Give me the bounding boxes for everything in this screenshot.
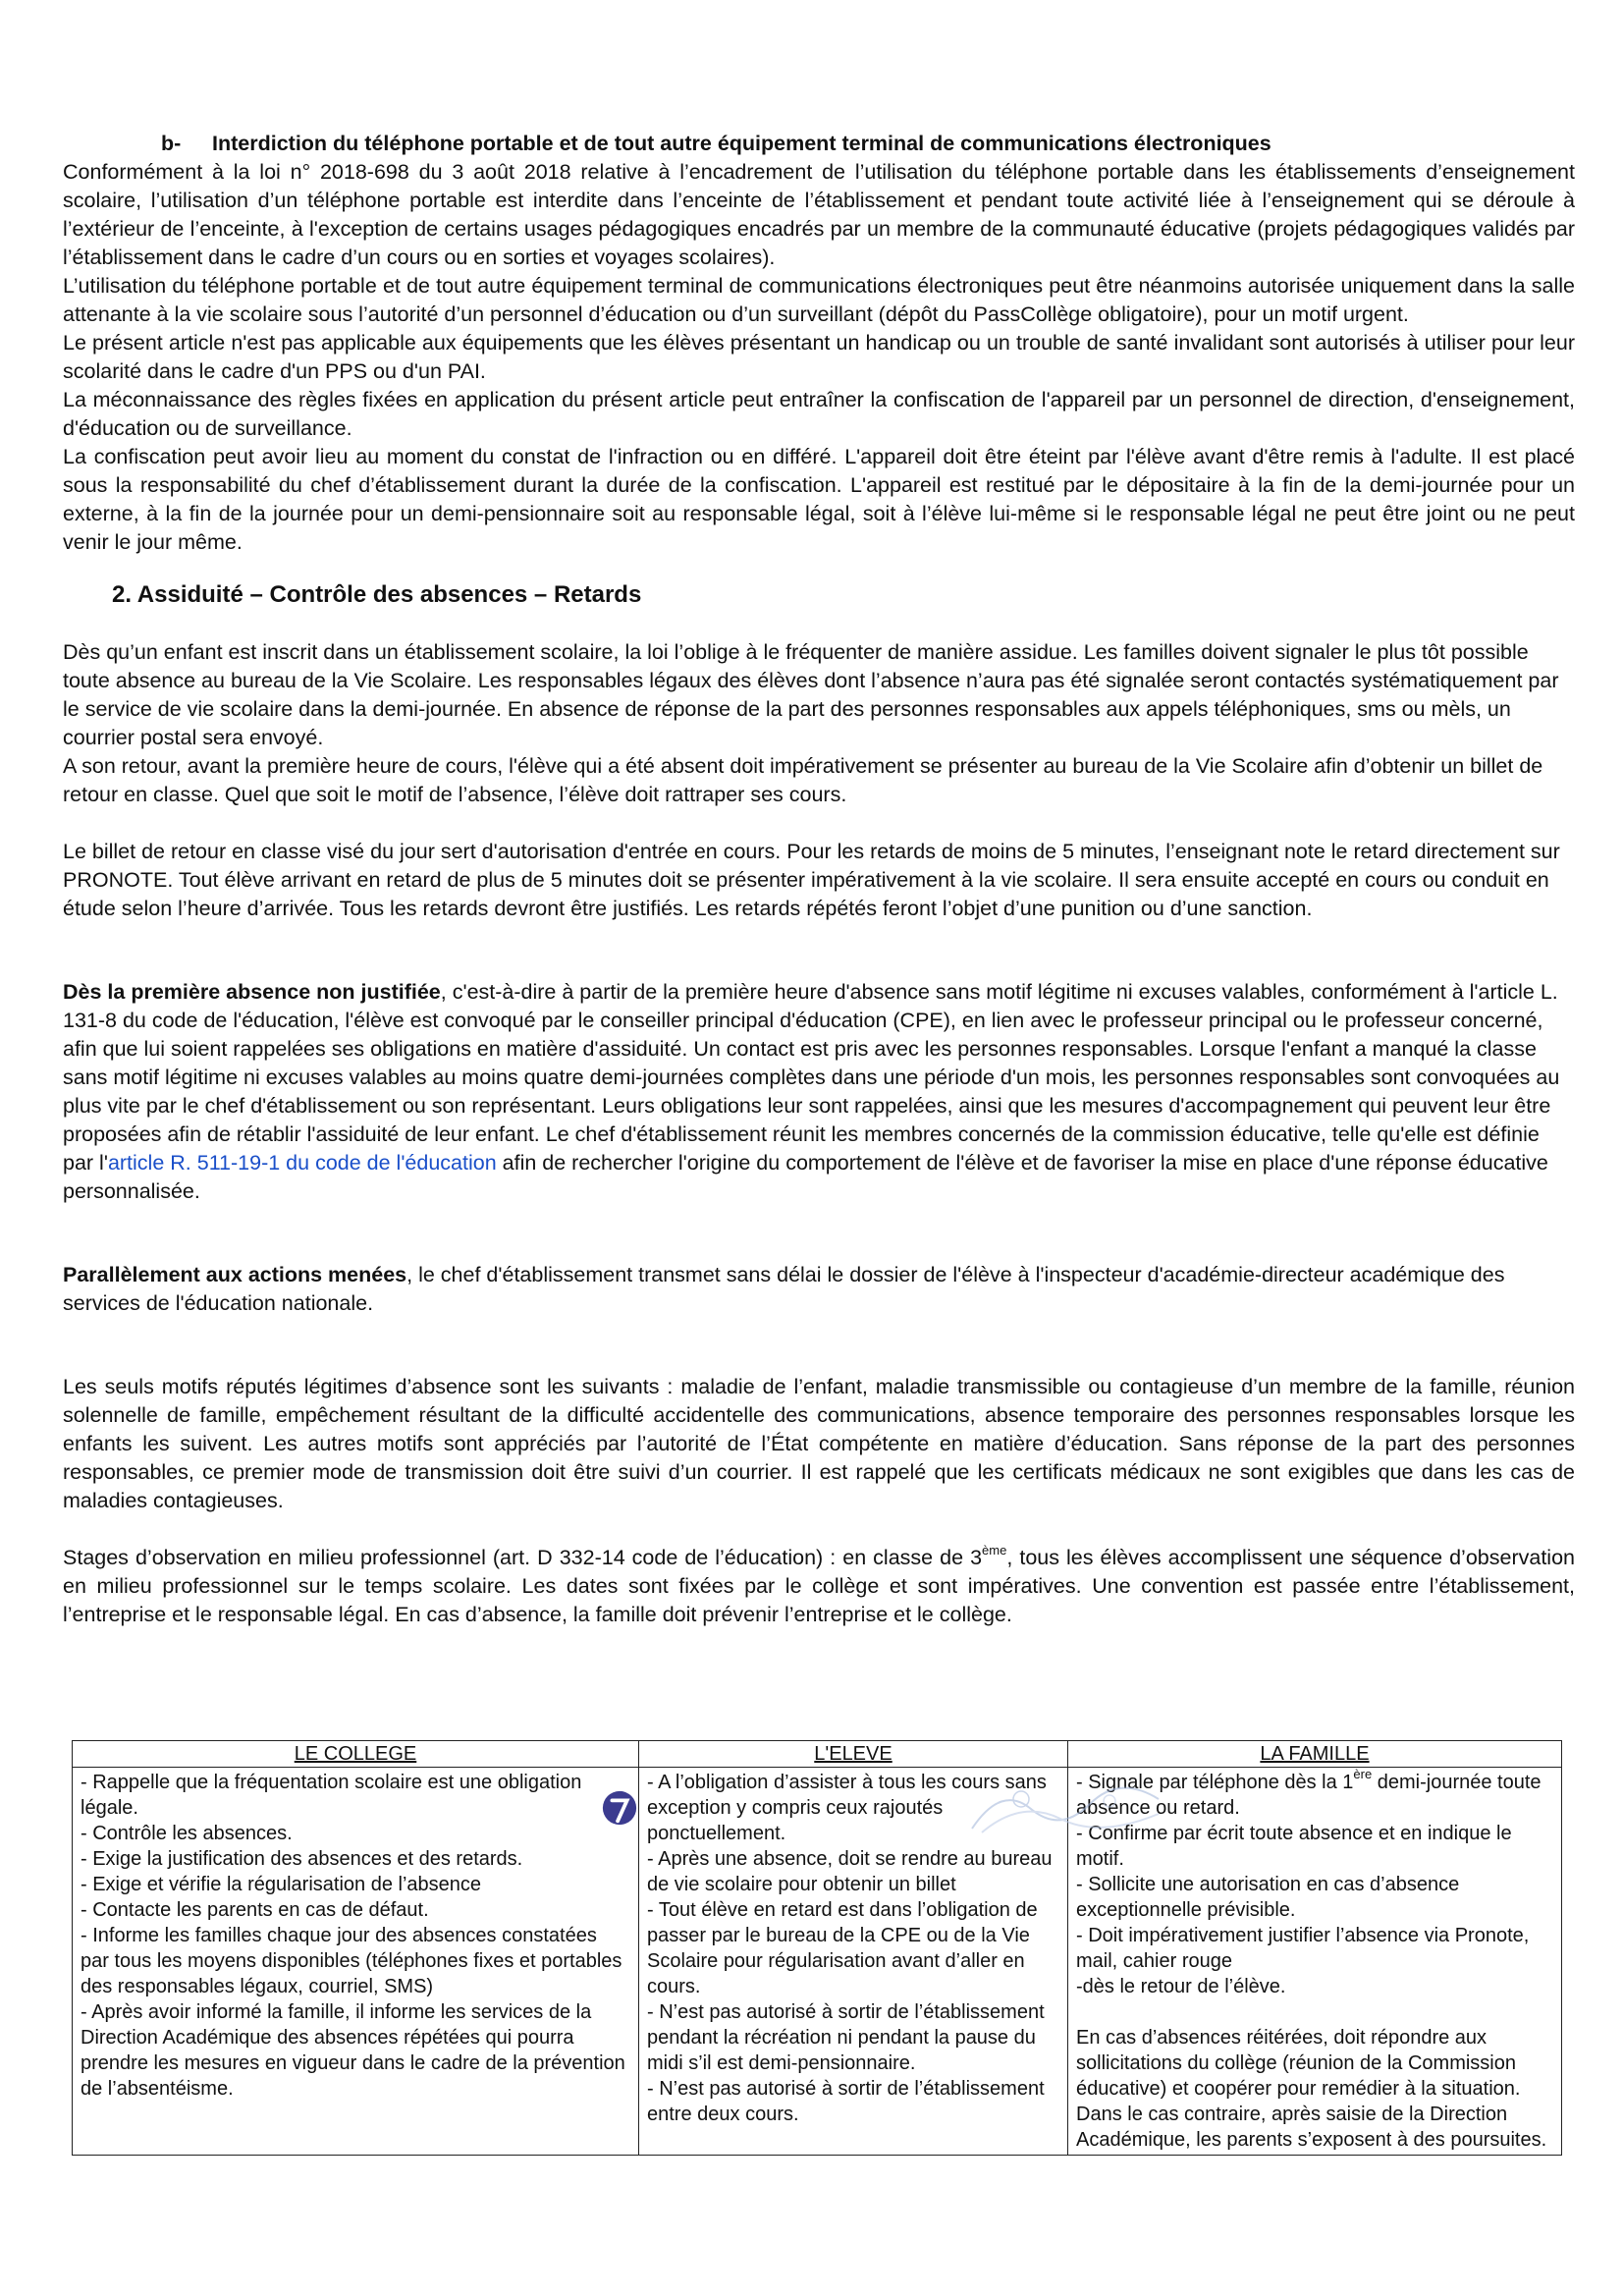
section-b-paragraph: La confiscation peut avoir lieu au moment du constat de l'infraction ou en différé. L'appareil doit être éteint par l'élève avant d'être remis à l'adulte. Il est placé sous la responsabilité du chef d’établissement durant la durée de la confiscation. L'appareil est restitué par le dépositaire à la fin de la demi-journée pour un externe, à la fin de la journée pour un demi-pensionnaire soit au responsable légal, soit à l’élève lui-même si le responsable légal ne peut être joint ou ne peut venir le jour même. xyxy=(63,445,1575,554)
stages-text-b: , tous les élèves accomplissent une séquence d’observation en milieu professionnel sur le temps scolaire. Les dates sont fixées par le collège et sont impératives. Une convention est passée entre l’établissement, l’entreprise et le responsable légal. En cas d’absence, la famille doit prévenir l’entreprise et le collège. xyxy=(63,1546,1575,1626)
list-item: - N’est pas autorisé à sortir de l’établissement pendant la récréation ni pendant la pause du midi s’il est demi-pensionnaire. xyxy=(647,2001,1045,2074)
header-famille: LA FAMILLE xyxy=(1068,1741,1562,1768)
paralleles-text: , le chef d'établissement transmet sans délai le dossier de l'élève à l'inspecteur d'académie-directeur académique des services de l'éducation nationale. xyxy=(63,1263,1505,1315)
premiere-absence-text: , c'est-à-dire à partir de la première heure d'absence sans motif légitime ni excuses valables, conformément à l'article L. 131-8 du code de l'éducation, l'élève est convoqué par le conseiller principal d'éducation (CPE), en lien avec le professeur principal ou le professeur concerné, afin que lui soient rappelées ses obligations en matière d'assiduité. Un contact est pris avec les personnes responsables. Lorsque l'enfant a manqué la classe sans motif légitime ni excuses valables au moins quatre demi-journées complètes dans une période d'un mois, les personnes responsables sont convoquées au plus vite par le chef d'établissement ou son représentant. Leurs obligations leur sont rappelées, ainsi que les mesures d'accompagnement qui peuvent leur être proposées afin de rétablir l'assiduité de leur enfant. Le chef d'établissement réunit les membres concernés de la commission éducative, telle qu'elle est définie par l' xyxy=(63,980,1560,1175)
cell-college xyxy=(73,1768,639,2156)
list-item: - Confirme par écrit toute absence et en indique le motif. xyxy=(1076,1823,1512,1870)
stages-paragraph xyxy=(63,1544,1575,1629)
list-item: -dès le retour de l’élève. xyxy=(1076,1976,1286,1997)
header-college: LE COLLEGE xyxy=(73,1741,639,1768)
list-item: - N’est pas autorisé à sortir de l’établissement entre deux cours. xyxy=(647,2078,1045,2125)
list-item: - Informe les familles chaque jour des absences constatées par tous les moyens disponibles (téléphones fixes et portables des responsables légaux, courriel, SMS) xyxy=(81,1925,622,1997)
section-b-paragraph: L’utilisation du téléphone portable et de tout autre équipement terminal de communications électroniques peut être néanmoins autorisée uniquement dans la salle attenante à la vie scolaire sous l’autorité d’un personnel d’éducation ou d’un surveillant (dépôt du PassCollège obligatoire), pour un motif urgent. xyxy=(63,274,1575,326)
retards-paragraph: Le billet de retour en classe visé du jour sert d'autorisation d'entrée en cours. Pour les retards de moins de 5 minutes, l’enseignant note le retard directement sur PRONOTE. Tout élève arrivant en retard de plus de 5 minutes doit se présenter impérativement à la vie scolaire. Il sera ensuite accepté en cours ou conduit en étude selon l’heure d’arrivée. Tous les retards devront être justifiés. Les retards répétés feront l’objet d’une punition ou d’une sanction. xyxy=(63,840,1560,920)
list-item: - A l’obligation d’assister à tous les cours sans exception y compris ceux rajoutés ponctuellement. xyxy=(647,1772,1047,1844)
list-item: - Après une absence, doit se rendre au bureau de vie scolaire pour obtenir un billet xyxy=(647,1848,1053,1895)
list-item: - Rappelle que la fréquentation scolaire est une obligation légale. xyxy=(81,1772,582,1819)
list-item: En cas d’absences réitérées, doit répondre aux sollicitations du collège (réunion de la Commission éducative) et coopérer pour remédier à la situation. Dans le cas contraire, après saisie de la Direction Académique, les parents s’exposent à des poursuites. xyxy=(1076,2027,1547,2151)
section-b-heading xyxy=(63,130,1575,158)
premiere-absence-bold: Dès la première absence non justifiée xyxy=(63,980,441,1004)
paralleles-bold: Parallèlement aux actions menées xyxy=(63,1263,407,1286)
table-header-row xyxy=(73,1741,1562,1768)
table-row xyxy=(73,1768,1562,2156)
list-item: - Contacte les parents en cas de défaut. xyxy=(81,1899,429,1921)
seven-badge-icon xyxy=(601,1789,638,1827)
famille-first-b: demi-journée toute absence ou retard. xyxy=(1076,1772,1542,1819)
responsibilities-table xyxy=(72,1740,1562,2156)
page-content xyxy=(63,130,1575,1629)
assiduite-paragraph: Dès qu’un enfant est inscrit dans un établissement scolaire, la loi l’oblige à le fréquenter de manière assidue. Les familles doivent signaler le plus tôt possible toute absence au bureau de la Vie Scolaire. Les responsables légaux des élèves dont l’absence n’aura pas été signalée seront contactés systématiquement par le service de vie scolaire dans la demi-journée. En absence de réponse de la part des personnes responsables aux appels téléphoniques, sms ou mèls, un courrier postal sera envoyé. xyxy=(63,640,1559,749)
article-link[interactable]: article R. 511-19-1 du code de l'éducation xyxy=(107,1151,497,1175)
section-2-heading: 2. Assiduité – Contrôle des absences – Retards xyxy=(112,581,642,608)
premiere-absence-paragraph xyxy=(63,978,1575,1206)
list-item: - Doit impérativement justifier l’absence via Pronote, mail, cahier rouge xyxy=(1076,1925,1530,1972)
list-item: - Après avoir informé la famille, il informe les services de la Direction Académique des absences répétées qui pourra prendre les mesures en vigueur dans le cadre de la prévention de l’absentéisme. xyxy=(81,2001,625,2100)
header-eleve: L'ELEVE xyxy=(639,1741,1068,1768)
stages-text-a: Stages d’observation en milieu professionnel (art. D 332-14 code de l’éducation) : en classe de 3 xyxy=(63,1546,983,1569)
stages-sup: ème xyxy=(982,1542,1007,1558)
list-item: - Contrôle les absences. xyxy=(81,1823,293,1844)
list-item: - Exige et vérifie la régularisation de l’absence xyxy=(81,1874,481,1895)
list-item: - Sollicite une autorisation en cas d’absence exceptionnelle prévisible. xyxy=(1076,1874,1460,1921)
list-item: - Tout élève en retard est dans l’obligation de passer par le bureau de la CPE ou de la Vie Scolaire pour régularisation avant d’aller en cours. xyxy=(647,1899,1038,1997)
premiere-absence-end: afin de rechercher l'origine du comportement de l'élève et de favoriser la mise en place d'une réponse éducative personnalisée. xyxy=(63,1151,1548,1203)
famille-first-a: - Signale par téléphone dès la 1 xyxy=(1076,1772,1354,1793)
section-b-title: Interdiction du téléphone portable et de tout autre équipement terminal de communications électroniques xyxy=(212,132,1271,155)
retour-paragraph: A son retour, avant la première heure de cours, l'élève qui a été absent doit impérativement se présenter au bureau de la Vie Scolaire afin d’obtenir un billet de retour en classe. Quel que soit le motif de l’absence, l’élève doit rattraper ses cours. xyxy=(63,754,1543,806)
section-b-paragraph: La méconnaissance des règles fixées en application du présent article peut entraîner la confiscation de l'appareil par un personnel de direction, d'enseignement, d'éducation ou de surveillance. xyxy=(63,388,1575,440)
recycled-paper-watermark xyxy=(962,1779,1188,1838)
famille-first-sup: ère xyxy=(1353,1767,1373,1782)
section-b-paragraph: Conformément à la loi n° 2018-698 du 3 août 2018 relative à l’encadrement de l’utilisation du téléphone portable dans les établissements d’enseignement scolaire, l’utilisation d’un téléphone portable est interdite dans l’enceinte de l’établissement et pendant toute activité liée à l’enseignement qui se déroule à l’extérieur de l’enceinte, à l'exception de certains usages pédagogiques encadrés par un membre de la communauté éducative (projets pédagogiques validés par l’établissement dans le cadre d’un cours ou en sorties et voyages scolaires). xyxy=(63,160,1575,269)
section-b-paragraph: Le présent article n'est pas applicable aux équipements que les élèves présentant un handicap ou un trouble de santé invalidant sont autorisés à utiliser pour leur scolarité dans le cadre d'un PPS ou d'un PAI. xyxy=(63,331,1575,383)
paralleles-paragraph xyxy=(63,1261,1575,1318)
list-item: - Exige la justification des absences et des retards. xyxy=(81,1848,523,1870)
motifs-paragraph: Les seuls motifs réputés légitimes d’absence sont les suivants : maladie de l’enfant, maladie transmissible ou contagieuse d’un membre de la famille, réunion solennelle de famille, empêchement résultant de la difficulté accidentelle des communications, absence temporaire des personnes responsables lorsque les enfants les suivent. Les autres motifs sont appréciés par l’autorité de l’État compétente en matière d’éducation. Sans réponse de la part des personnes responsables, ce premier mode de transmission doit être suivi d’un courrier. Il est rappelé que les certificats médicaux ne sont exigibles que dans les cas de maladies contagieuses. xyxy=(63,1375,1575,1512)
section-b-prefix: b- xyxy=(161,132,182,155)
